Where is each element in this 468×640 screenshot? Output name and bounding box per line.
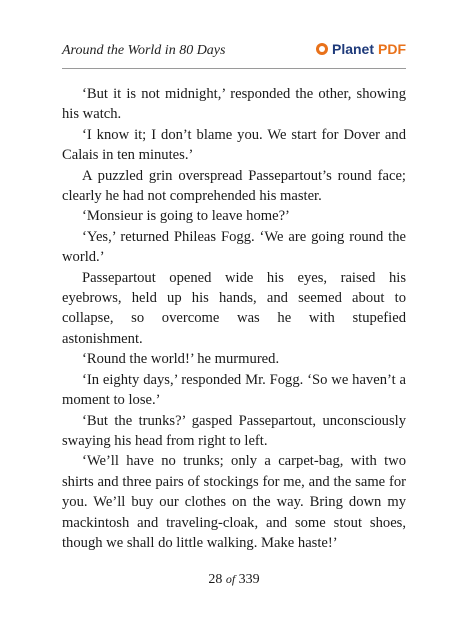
paragraph: ‘I know it; I don’t blame you. We start for Dover and Calais in ten minutes.’ bbox=[62, 126, 406, 164]
paragraph: ‘In eighty days,’ responded Mr. Fogg. ‘So we haven’t a moment to lose.’ bbox=[62, 371, 406, 409]
paragraph: A puzzled grin overspread Passepartout’s round face; clearly he had not comprehended his master. bbox=[62, 167, 406, 205]
planet-pdf-logo bbox=[316, 41, 406, 57]
paragraph: ‘But it is not midnight,’ responded the other, showing his watch. bbox=[62, 86, 406, 123]
paragraph: ‘But the trunks?’ gasped Passepartout, unconsciously swaying his head from right to left. bbox=[62, 412, 406, 449]
page-of-word: of bbox=[225, 572, 236, 586]
page-header bbox=[62, 41, 406, 65]
page-number: 28 bbox=[208, 572, 223, 587]
logo-word-planet: Planet bbox=[331, 41, 374, 57]
paragraph: Passepartout opened wide his eyes, raised his eyebrows, held up his hands, and seemed about to collapse, so overcome was he with stupefied astonishment. bbox=[62, 269, 406, 347]
running-title: Around the World in 80 Days bbox=[62, 43, 226, 58]
paragraph: ‘Yes,’ returned Phileas Fogg. ‘We are going round the world.’ bbox=[62, 228, 406, 266]
logo-word-pdf: PDF bbox=[378, 41, 406, 57]
page-total: 339 bbox=[238, 572, 260, 587]
header-divider bbox=[62, 68, 406, 69]
page-body bbox=[62, 84, 406, 553]
page-footer bbox=[0, 572, 468, 588]
paragraph: ‘We’ll have no trunks; only a carpet-bag, with two shirts and three pairs of stockings for me, and the same for you. We’ll buy our clothes on the way. Bring down my mackintosh and traveling-cloak, and some stout shoes, though we shall do little walking. Make haste!’ bbox=[62, 453, 406, 551]
planet-logo-icon bbox=[316, 43, 328, 55]
paragraph: ‘Round the world!’ he murmured. bbox=[82, 351, 280, 368]
paragraph: ‘Monsieur is going to leave home?’ bbox=[82, 208, 290, 225]
